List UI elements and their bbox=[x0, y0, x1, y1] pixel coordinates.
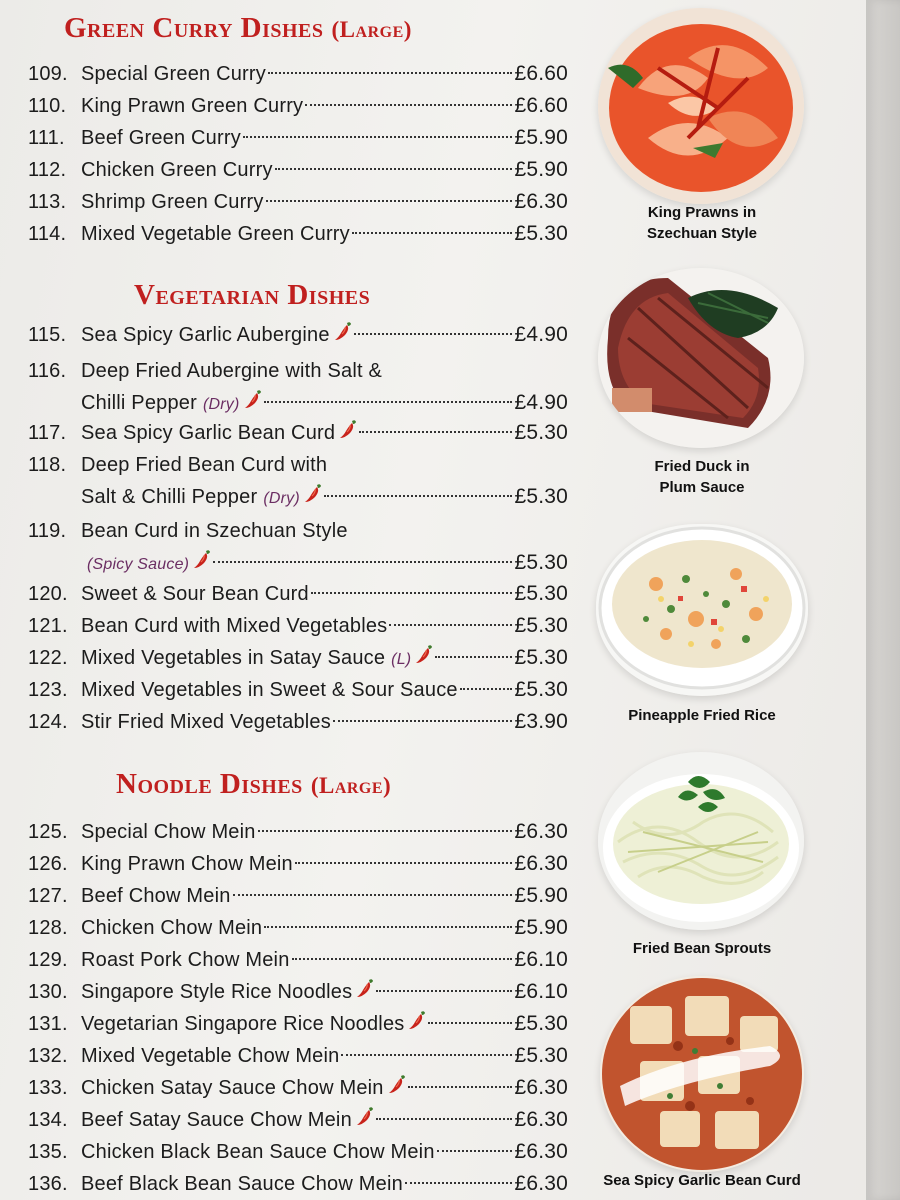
duck-dish-icon bbox=[598, 268, 804, 448]
menu-item bbox=[28, 848, 568, 880]
dot-leader bbox=[268, 72, 512, 74]
section-title-text: Vegetarian Dishes bbox=[134, 279, 371, 311]
item-number: 122. bbox=[28, 647, 68, 669]
menu-item bbox=[28, 816, 568, 848]
item-row-continued bbox=[28, 547, 568, 579]
item-row bbox=[28, 186, 568, 218]
item-number: 119. bbox=[28, 520, 67, 542]
menu-item bbox=[28, 319, 568, 351]
item-row bbox=[28, 1008, 568, 1040]
menu-item bbox=[28, 706, 568, 738]
king-prawns-photo bbox=[598, 8, 804, 204]
menu-item bbox=[28, 1072, 568, 1104]
item-number: 115. bbox=[28, 324, 67, 346]
item-number: 135. bbox=[28, 1141, 68, 1163]
item-price: £6.30 bbox=[514, 1108, 568, 1131]
chilli-icon bbox=[356, 1106, 374, 1126]
item-row bbox=[28, 1072, 568, 1104]
item-number: 128. bbox=[28, 917, 68, 939]
menu-item bbox=[28, 674, 568, 706]
item-price: £5.30 bbox=[514, 485, 568, 508]
item-name: Mixed Vegetable Chow Mein bbox=[81, 1045, 340, 1067]
item-name: Bean Curd with Mixed Vegetables bbox=[81, 615, 388, 637]
photo-caption bbox=[592, 938, 812, 959]
item-price: £6.10 bbox=[514, 980, 568, 1003]
dot-leader bbox=[376, 990, 512, 992]
item-name: Roast Pork Chow Mein bbox=[81, 949, 290, 971]
item-price: £5.90 bbox=[514, 126, 568, 149]
item-row bbox=[28, 218, 568, 250]
menu-item bbox=[28, 218, 568, 250]
item-name: Singapore Style Rice Noodles bbox=[81, 981, 353, 1003]
item-name-continued: Salt & Chilli Pepper bbox=[81, 486, 258, 508]
item-name: Sea Spicy Garlic Bean Curd bbox=[81, 422, 336, 444]
item-number: 114. bbox=[28, 223, 67, 245]
dot-leader bbox=[405, 1182, 513, 1184]
item-note: (Spicy Sauce) bbox=[87, 556, 190, 573]
menu-item bbox=[28, 417, 568, 449]
item-number: 126. bbox=[28, 853, 68, 875]
item-price: £5.30 bbox=[514, 678, 568, 701]
item-price: £5.30 bbox=[514, 1012, 568, 1035]
menu-item bbox=[28, 515, 568, 579]
menu-item bbox=[28, 154, 568, 186]
photo-caption bbox=[592, 456, 812, 498]
item-number: 136. bbox=[28, 1173, 68, 1195]
photo-column bbox=[592, 0, 812, 1200]
item-name: Beef Satay Sauce Chow Mein bbox=[81, 1109, 352, 1131]
photo-caption bbox=[592, 705, 812, 726]
item-name: Deep Fried Bean Curd with bbox=[81, 454, 328, 476]
item-name: Vegetarian Singapore Rice Noodles bbox=[81, 1013, 405, 1035]
photo-caption bbox=[592, 202, 812, 244]
item-price: £4.90 bbox=[514, 391, 568, 414]
menu-item bbox=[28, 1040, 568, 1072]
fried-duck-photo bbox=[598, 268, 804, 448]
item-name: Beef Black Bean Sauce Chow Mein bbox=[81, 1173, 403, 1195]
item-number: 120. bbox=[28, 583, 68, 605]
caption-line: Fried Duck in bbox=[654, 458, 750, 475]
section-size-label: (Large) bbox=[310, 773, 392, 798]
dot-leader bbox=[295, 862, 513, 864]
chilli-icon bbox=[334, 321, 352, 341]
item-name: Mixed Vegetables in Satay Sauce bbox=[81, 647, 386, 669]
item-row bbox=[28, 944, 568, 976]
caption-line: Plum Sauce bbox=[659, 479, 745, 496]
item-name: Beef Chow Mein bbox=[81, 885, 231, 907]
item-name: Stir Fried Mixed Vegetables bbox=[81, 711, 331, 733]
item-name: Chicken Black Bean Sauce Chow Mein bbox=[81, 1141, 435, 1163]
dot-leader bbox=[435, 656, 512, 658]
item-row bbox=[28, 880, 568, 912]
chilli-icon bbox=[388, 1074, 406, 1094]
item-row bbox=[28, 642, 568, 674]
menu-item bbox=[28, 449, 568, 513]
dot-leader bbox=[233, 894, 513, 896]
dot-leader bbox=[324, 495, 513, 497]
item-number: 130. bbox=[28, 981, 68, 1003]
item-number: 131. bbox=[28, 1013, 68, 1035]
bean-curd-photo bbox=[600, 976, 804, 1172]
item-number: 132. bbox=[28, 1045, 68, 1067]
item-row bbox=[28, 706, 568, 738]
item-name: Sweet & Sour Bean Curd bbox=[81, 583, 309, 605]
item-number: 134. bbox=[28, 1109, 68, 1131]
item-number: 116. bbox=[28, 360, 67, 382]
item-note: (Dry) bbox=[263, 490, 300, 507]
item-number: 129. bbox=[28, 949, 68, 971]
menu-item bbox=[28, 944, 568, 976]
menu-item bbox=[28, 355, 568, 419]
item-name: Sea Spicy Garlic Aubergine bbox=[81, 324, 330, 346]
item-number: 123. bbox=[28, 679, 68, 701]
bean-sprouts-icon bbox=[598, 752, 804, 930]
item-row bbox=[28, 417, 568, 449]
section-size-label: (Large) bbox=[331, 17, 412, 42]
item-price: £6.30 bbox=[514, 1140, 568, 1163]
dot-leader bbox=[275, 168, 513, 170]
caption-line: Pineapple Fried Rice bbox=[628, 707, 776, 724]
dot-leader bbox=[460, 688, 513, 690]
item-price: £6.10 bbox=[514, 948, 568, 971]
item-name: Beef Green Curry bbox=[81, 127, 241, 149]
item-row bbox=[28, 674, 568, 706]
fried-rice-icon bbox=[596, 524, 808, 696]
item-price: £3.90 bbox=[514, 710, 568, 733]
menu-item bbox=[28, 90, 568, 122]
item-price: £6.30 bbox=[514, 852, 568, 875]
item-number: 118. bbox=[28, 454, 67, 476]
dot-leader bbox=[264, 926, 512, 928]
section-title bbox=[64, 12, 412, 45]
dot-leader bbox=[437, 1150, 513, 1152]
item-price: £6.30 bbox=[514, 820, 568, 843]
item-row bbox=[28, 816, 568, 848]
item-row bbox=[28, 1104, 568, 1136]
menu-item bbox=[28, 1008, 568, 1040]
menu-item bbox=[28, 1168, 568, 1200]
item-row bbox=[28, 154, 568, 186]
item-number: 113. bbox=[28, 191, 67, 213]
fried-rice-photo bbox=[596, 524, 808, 696]
item-number: 111. bbox=[28, 127, 65, 149]
item-price: £6.60 bbox=[514, 94, 568, 117]
dot-leader bbox=[428, 1022, 512, 1024]
item-row bbox=[28, 1168, 568, 1200]
prawn-dish-icon bbox=[598, 8, 804, 204]
item-row-continued bbox=[28, 481, 568, 513]
item-number: 109. bbox=[28, 63, 68, 85]
item-row bbox=[28, 515, 568, 547]
dot-leader bbox=[354, 333, 513, 335]
item-price: £6.30 bbox=[514, 190, 568, 213]
item-name: Chicken Chow Mein bbox=[81, 917, 263, 939]
item-price: £5.90 bbox=[514, 916, 568, 939]
item-row bbox=[28, 449, 568, 481]
chilli-icon bbox=[304, 483, 322, 503]
dot-leader bbox=[266, 200, 513, 202]
item-note: (L) bbox=[391, 651, 412, 668]
item-price: £5.30 bbox=[514, 614, 568, 637]
item-number: 133. bbox=[28, 1077, 68, 1099]
dot-leader bbox=[305, 104, 512, 106]
section-title-text: Noodle Dishes bbox=[116, 768, 303, 800]
item-name-continued: Chilli Pepper bbox=[81, 392, 197, 414]
item-row bbox=[28, 1040, 568, 1072]
item-name: King Prawn Chow Mein bbox=[81, 853, 293, 875]
item-number: 125. bbox=[28, 821, 68, 843]
item-row bbox=[28, 610, 568, 642]
item-number: 110. bbox=[28, 95, 67, 117]
item-price: £5.30 bbox=[514, 582, 568, 605]
chilli-icon bbox=[193, 549, 211, 569]
item-price: £6.30 bbox=[514, 1172, 568, 1195]
item-price: £5.30 bbox=[514, 421, 568, 444]
menu-item bbox=[28, 186, 568, 218]
item-row bbox=[28, 319, 568, 351]
caption-line: King Prawns in bbox=[647, 204, 757, 221]
menu-item bbox=[28, 642, 568, 674]
section-title bbox=[134, 279, 370, 312]
item-price: £4.90 bbox=[514, 323, 568, 346]
item-name: Deep Fried Aubergine with Salt & bbox=[81, 360, 383, 382]
item-name: Shrimp Green Curry bbox=[81, 191, 264, 213]
dot-leader bbox=[376, 1118, 513, 1120]
dot-leader bbox=[359, 431, 512, 433]
chilli-icon bbox=[408, 1010, 426, 1030]
dot-leader bbox=[258, 830, 513, 832]
item-price: £5.90 bbox=[514, 158, 568, 181]
item-row bbox=[28, 912, 568, 944]
item-number: 124. bbox=[28, 711, 68, 733]
item-row-continued bbox=[28, 387, 568, 419]
menu-item bbox=[28, 912, 568, 944]
item-price: £5.90 bbox=[514, 884, 568, 907]
dot-leader bbox=[243, 136, 513, 138]
item-price: £6.30 bbox=[514, 1076, 568, 1099]
menu-item bbox=[28, 1136, 568, 1168]
dot-leader bbox=[311, 592, 513, 594]
item-number: 117. bbox=[28, 422, 67, 444]
chilli-icon bbox=[356, 978, 374, 998]
dot-leader bbox=[408, 1086, 513, 1088]
item-name: Bean Curd in Szechuan Style bbox=[81, 520, 348, 542]
caption-line: Fried Bean Sprouts bbox=[632, 940, 772, 957]
photo-caption bbox=[592, 1170, 812, 1191]
item-name: Special Green Curry bbox=[81, 63, 266, 85]
section-title bbox=[116, 768, 391, 801]
menu-item bbox=[28, 1104, 568, 1136]
item-number: 112. bbox=[28, 159, 67, 181]
item-row bbox=[28, 976, 568, 1008]
item-number: 121. bbox=[28, 615, 68, 637]
item-row bbox=[28, 58, 568, 90]
item-price: £5.30 bbox=[514, 551, 568, 574]
item-row bbox=[28, 355, 568, 387]
item-row bbox=[28, 848, 568, 880]
chilli-icon bbox=[339, 419, 357, 439]
page-edge bbox=[866, 0, 900, 1200]
menu-item bbox=[28, 976, 568, 1008]
bean-sprouts-photo bbox=[598, 752, 804, 930]
dot-leader bbox=[389, 624, 512, 626]
menu-item bbox=[28, 880, 568, 912]
section-title-text: Green Curry Dishes bbox=[64, 12, 324, 44]
item-row bbox=[28, 90, 568, 122]
menu-item bbox=[28, 122, 568, 154]
dot-leader bbox=[341, 1054, 512, 1056]
menu-item bbox=[28, 610, 568, 642]
bean-curd-dish-icon bbox=[600, 976, 804, 1172]
item-price: £5.30 bbox=[514, 222, 568, 245]
item-note: (Dry) bbox=[203, 396, 240, 413]
item-name: Mixed Vegetable Green Curry bbox=[81, 223, 350, 245]
item-name: Chicken Green Curry bbox=[81, 159, 273, 181]
item-row bbox=[28, 578, 568, 610]
item-price: £5.30 bbox=[514, 646, 568, 669]
item-name: King Prawn Green Curry bbox=[81, 95, 304, 117]
caption-line: Sea Spicy Garlic Bean Curd bbox=[603, 1172, 801, 1189]
menu-item bbox=[28, 58, 568, 90]
item-row bbox=[28, 122, 568, 154]
dot-leader bbox=[352, 232, 513, 234]
dot-leader bbox=[213, 561, 512, 563]
dot-leader bbox=[333, 720, 512, 722]
item-name: Mixed Vegetables in Sweet & Sour Sauce bbox=[81, 679, 458, 701]
dot-leader bbox=[292, 958, 513, 960]
chilli-icon bbox=[415, 644, 433, 664]
item-number: 127. bbox=[28, 885, 68, 907]
item-price: £5.30 bbox=[514, 1044, 568, 1067]
menu-item bbox=[28, 578, 568, 610]
chilli-icon bbox=[244, 389, 262, 409]
item-price: £6.60 bbox=[514, 62, 568, 85]
dot-leader bbox=[264, 401, 513, 403]
item-row bbox=[28, 1136, 568, 1168]
item-name: Chicken Satay Sauce Chow Mein bbox=[81, 1077, 384, 1099]
caption-line: Szechuan Style bbox=[646, 225, 758, 242]
item-name: Special Chow Mein bbox=[81, 821, 256, 843]
